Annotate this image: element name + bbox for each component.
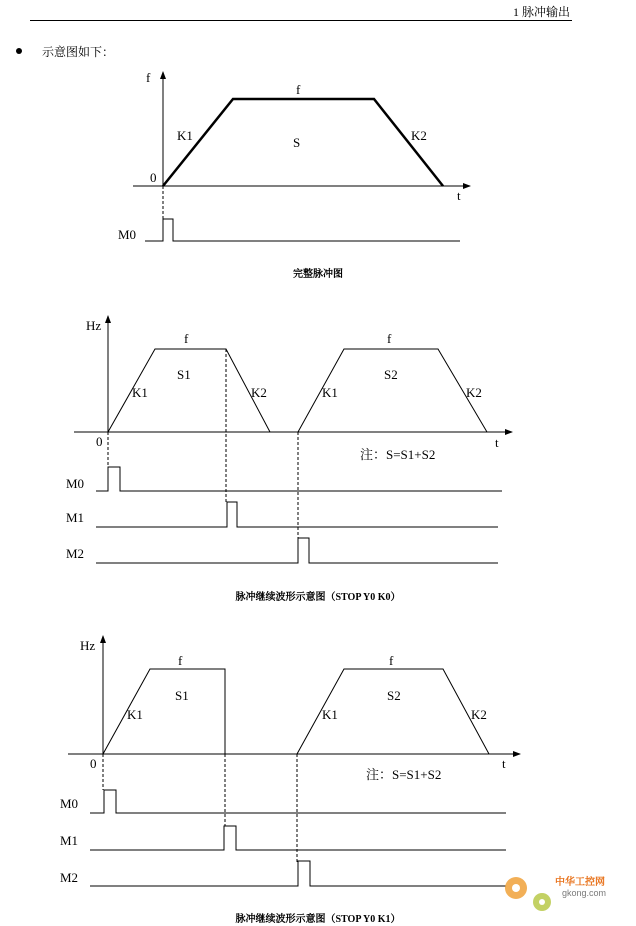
fig1-y-label: f — [146, 70, 151, 85]
fig3-caption: 脉冲继续波形示意图（STOP Y0 K1） — [235, 914, 401, 925]
fig2-m2-label: M2 — [66, 546, 85, 561]
fig3-note: 注：S=S1+S2 — [366, 767, 442, 782]
fig3-m1-signal — [90, 826, 506, 850]
fig2-origin: 0 — [96, 434, 103, 449]
fig2-m1-signal — [96, 502, 498, 527]
fig2-s1-label: S1 — [177, 367, 191, 382]
fig1-m0-signal — [145, 219, 460, 241]
fig1-m0-label: M0 — [118, 227, 137, 242]
fig2-m2-signal — [96, 538, 498, 563]
fig3-y-label: Hz — [80, 638, 96, 653]
fig1-f-label: f — [296, 82, 301, 97]
fig1-area-label: S — [293, 135, 301, 150]
fig2-k1b-label: K1 — [322, 385, 338, 400]
fig1-k2-label: K2 — [411, 128, 427, 143]
fig3-k2b-label: K2 — [471, 707, 487, 722]
figure-stop-k1 — [60, 636, 520, 886]
fig2-k2a-label: K2 — [251, 385, 267, 400]
fig1-origin: 0 — [150, 170, 157, 185]
fig1-caption: 完整脉冲图 — [293, 269, 343, 280]
intro-text: 示意图如下： — [42, 45, 115, 59]
gkong-logo-icon — [505, 877, 551, 911]
fig3-m0-signal — [90, 790, 506, 813]
fig3-f1-label: f — [178, 653, 183, 668]
fig3-s1-label: S1 — [175, 688, 189, 703]
fig3-m2-signal — [90, 861, 506, 886]
fig1-k1-label: K1 — [177, 128, 193, 143]
fig2-f1-label: f — [184, 331, 189, 346]
fig3-origin: 0 — [90, 756, 97, 771]
fig1-x-label: t — [457, 188, 461, 203]
fig2-s2-label: S2 — [384, 367, 398, 382]
fig3-m1-label: M1 — [60, 833, 79, 848]
fig2-k2b-label: K2 — [466, 385, 482, 400]
fig2-x-label: t — [495, 435, 499, 450]
fig3-trapezoid-1 — [103, 669, 225, 754]
figure-complete-pulse — [118, 70, 470, 242]
fig2-m0-label: M0 — [66, 476, 85, 491]
fig2-note: 注：S=S1+S2 — [360, 447, 436, 462]
fig3-k1a-label: K1 — [127, 707, 143, 722]
fig3-m2-label: M2 — [60, 870, 79, 885]
fig2-f2-label: f — [387, 331, 392, 346]
figure-stop-k0 — [66, 316, 512, 563]
fig3-x-label: t — [502, 756, 506, 771]
fig3-m0-label: M0 — [60, 796, 79, 811]
fig2-y-label: Hz — [86, 318, 102, 333]
fig2-caption: 脉冲继续波形示意图（STOP Y0 K0） — [235, 592, 401, 603]
running-header: 1 脉冲输出 — [512, 5, 570, 19]
fig3-k1b-label: K1 — [322, 707, 338, 722]
watermark-site: gkong.com — [562, 888, 607, 898]
fig3-f2-label: f — [389, 653, 394, 668]
fig1-trapezoid — [163, 99, 443, 186]
fig2-m1-label: M1 — [66, 510, 85, 525]
watermark-brand: 中华工控网 — [555, 877, 605, 888]
fig3-s2-label: S2 — [387, 688, 401, 703]
fig2-k1a-label: K1 — [132, 385, 148, 400]
fig2-m0-signal — [96, 467, 502, 491]
